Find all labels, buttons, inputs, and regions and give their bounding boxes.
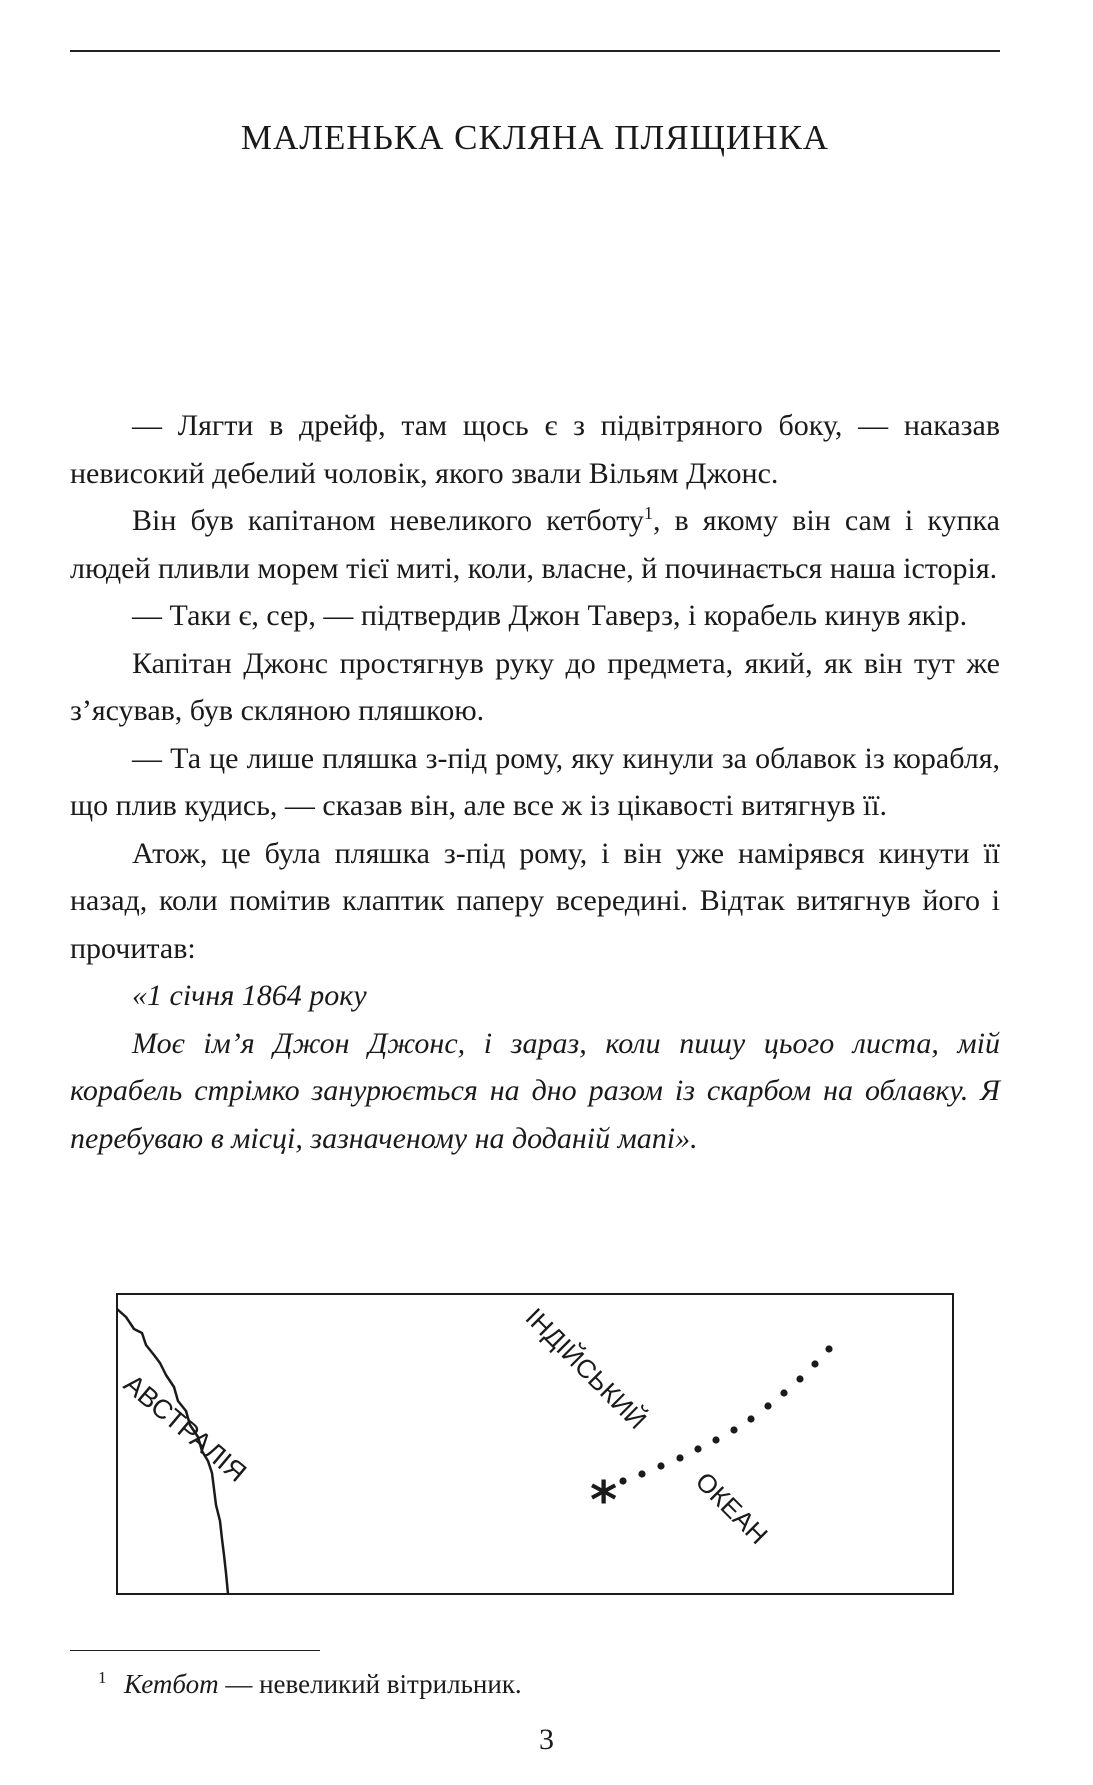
- map-label-australia: АВСТРАЛІЯ: [118, 1368, 253, 1488]
- paragraph-1: — Лягти в дрейф, там щось є з підвітряного боку, — наказав невисокий дебелий чоловік, якого звали Вільям Джонс.: [70, 409, 1000, 490]
- route-dot: [638, 1470, 645, 1477]
- paragraph-5: — Та це лише пляшка з-під рому, яку кинули за облавок із корабля, що плив кудись, — сказав він, але все ж із цікавості витягнув її.: [70, 741, 1000, 822]
- paragraph-2: [70, 497, 1000, 592]
- route-dot: [796, 1375, 803, 1382]
- route-dots: [619, 1345, 832, 1484]
- route-dot: [764, 1402, 771, 1409]
- footnote-term: Кетбот: [124, 1669, 219, 1699]
- route-dot: [694, 1445, 701, 1452]
- footnote-rule: [70, 1650, 320, 1651]
- treasure-map: [116, 1293, 954, 1595]
- paragraph-6: Атож, це була пляшка з-під рому, і він уже намірявся кинути її назад, коли помітив клаптик паперу всередині. Відтак витягнув його і прочитав:: [70, 836, 1000, 965]
- route-dot: [619, 1477, 626, 1484]
- route-dot: [676, 1454, 683, 1461]
- footnote-definition: — невеликий вітрильник.: [218, 1669, 522, 1699]
- letter-date: «1 січня 1864 року: [132, 979, 367, 1012]
- route-dot: [811, 1360, 818, 1367]
- footnote: [98, 1664, 522, 1704]
- route-dot: [825, 1345, 832, 1352]
- chapter-title: МАЛЕНЬКА СКЛЯНА ПЛЯЩИНКА: [240, 118, 830, 157]
- paragraph-2-end: , в якому він сам і купка людей пливли морем тієї миті, коли, власне, й починається наша історія.: [70, 504, 1000, 585]
- route-dot: [780, 1389, 787, 1396]
- map-label-ocean: ОКЕАН: [689, 1466, 774, 1551]
- paragraph-3: — Таки є, сер, — підтвердив Джон Таверз, і корабель кинув якір.: [132, 599, 968, 632]
- top-rule: [70, 50, 1000, 52]
- story-text: [70, 402, 1000, 1162]
- paragraph-2-start: Він був капітаном невеликого кетботу: [132, 504, 644, 537]
- route-dot: [657, 1462, 664, 1469]
- footnote-reference[interactable]: 1: [643, 503, 653, 523]
- map-label-indian: ІНДІЙСЬКИЙ: [519, 1302, 653, 1435]
- route-dot: [712, 1436, 719, 1443]
- letter-body: Моє ім’я Джон Джонс, і зараз, коли пишу цього листа, мій корабель стрімко занурюється на дно разом із скарбом на облавку. Я перебуваю в місці, зазначеному на доданій мапі».: [70, 1026, 1000, 1155]
- map-frame: [117, 1294, 953, 1594]
- footnote-mark: 1: [98, 1668, 107, 1687]
- route-dot: [730, 1426, 737, 1433]
- route-dot: [747, 1415, 754, 1422]
- treasure-marker-icon: *: [590, 1471, 618, 1531]
- paragraph-4: Капітан Джонс простягнув руку до предмета, який, як він тут же з’ясував, був скляною пляшкою.: [70, 646, 1000, 727]
- page-number: 3: [539, 1723, 554, 1756]
